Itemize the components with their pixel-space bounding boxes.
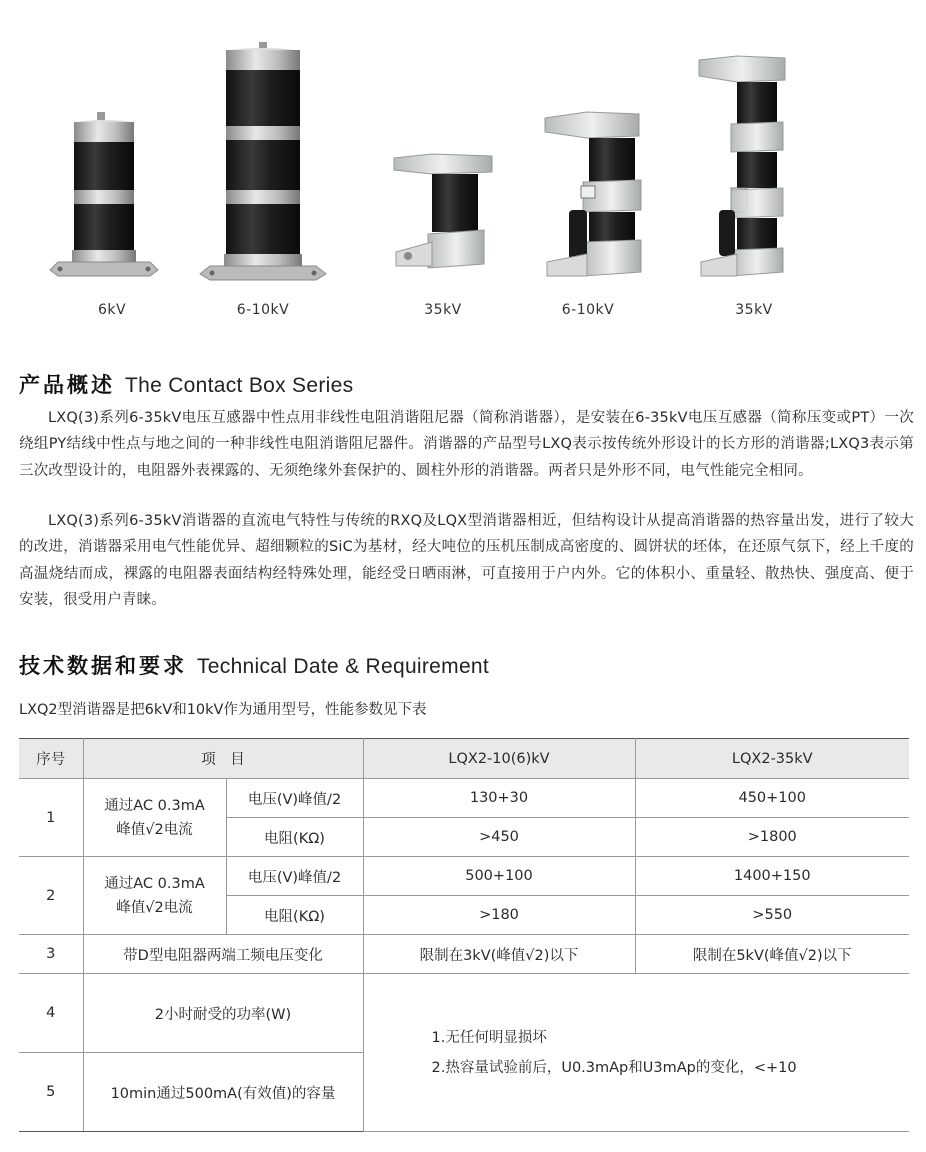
row-value-1: 130+30 [363, 779, 635, 818]
tech-title-en: Technical Date & Requirement [197, 655, 490, 678]
product-label-5: 35kV [735, 302, 773, 318]
product-label-2: 6-10kV [236, 302, 290, 318]
row-value-2: 1400+150 [635, 857, 909, 896]
product-label-3: 35kV [424, 302, 462, 318]
row-param: 电压(V)峰值/2 [226, 779, 363, 818]
product-label-4: 6-10kV [561, 302, 615, 318]
tech-heading [19, 650, 489, 680]
table-intro-note: LXQ2型消谐器是把6kV和10kV作为通用型号，性能参数见下表 [19, 702, 427, 718]
row-value-1: 500+100 [363, 857, 635, 896]
row-value-1: >450 [363, 818, 635, 857]
row-param: 电阻(KΩ) [226, 896, 363, 935]
group-line-1: 通过AC 0.3mA [104, 797, 205, 814]
table-header-row [19, 739, 909, 779]
header-col1: LQX2-10(6)kV [363, 739, 635, 779]
row-value-2: 限制在5kV(峰值√2)以下 [635, 935, 909, 974]
product-image-3 [392, 40, 496, 290]
overview-paragraph-1: LXQ(3)系列6-35kV电压互感器中性点用非线性电阻消谐阻尼器（简称消谐器），是安装在6-35kV电压互感器（简称压变或PT）一次绕组PY结线中性点与地之间的一种非线性电阻消谐阻尼器件。消谐器的产品型号LXQ表示按传统外形设计的长方形的消谐器;LXQ3表示第三次改型设计的，电阻器外表裸露的、无须绝缘外套保护的、圆柱外形的消谐器。两者只是外形不同，电气性能完全相同。 [19, 410, 914, 479]
header-col2: LQX2-35kV [635, 739, 909, 779]
row-item: 2小时耐受的功率(W) [83, 974, 363, 1053]
merged-note-1: 1.无任何明显损坏 [431, 1029, 547, 1046]
product-image-4 [543, 40, 645, 290]
row-value-2: >1800 [635, 818, 909, 857]
product-image-5 [697, 40, 789, 290]
row-no: 3 [19, 935, 83, 974]
row-no: 4 [19, 974, 83, 1053]
overview-heading [19, 369, 353, 399]
overview-title-cn: 产品概述 [19, 373, 115, 397]
table-row [19, 935, 909, 974]
spec-table [19, 738, 909, 1132]
row-group-label [83, 857, 226, 935]
header-no: 序号 [19, 739, 83, 779]
row-value-1: 限制在3kV(峰值√2)以下 [363, 935, 635, 974]
row-param: 电阻(KΩ) [226, 818, 363, 857]
table-row [19, 779, 909, 818]
table-row [19, 857, 909, 896]
row-value-1: >180 [363, 896, 635, 935]
overview-title-en: The Contact Box Series [125, 374, 354, 397]
row-no: 2 [19, 857, 83, 935]
merged-note-2: 2.热容量试验前后，U0.3mAp和U3mAp的变化，<+10 [431, 1059, 797, 1076]
overview-paragraph-2: LXQ(3)系列6-35kV消谐器的直流电气特性与传统的RXQ及LQX型消谐器相近，但结构设计从提高消谐器的热容量出发，进行了较大的改进，消谐器采用电气性能优异、超细颗粒的SiC为基材，经大吨位的压机压制成高密度的、圆饼状的坯体，在还原气氛下，经上千度的高温烧结而成，裸露的电阻器表面结构经特殊处理，能经受日晒雨淋，可直接用于户内外。它的体积小、重量轻、散热快、强度高、便于安装，很受用户青睐。 [19, 513, 914, 608]
product-gallery [0, 0, 926, 330]
tech-title-cn: 技术数据和要求 [19, 654, 187, 678]
header-item: 项 目 [83, 739, 363, 779]
row-item: 10min通过500mA(有效值)的容量 [83, 1053, 363, 1132]
product-label-1: 6kV [97, 302, 127, 318]
merged-notes-cell [363, 974, 909, 1132]
row-value-2: >550 [635, 896, 909, 935]
row-param: 电压(V)峰值/2 [226, 857, 363, 896]
row-item: 带D型电阻器两端工频电压变化 [83, 935, 363, 974]
row-no: 5 [19, 1053, 83, 1132]
table-row [19, 974, 909, 1053]
product-image-2 [198, 40, 328, 290]
product-image-1 [48, 40, 160, 290]
group-line-2: 峰值√2电流 [116, 821, 193, 838]
group-line-1: 通过AC 0.3mA [104, 875, 205, 892]
row-value-2: 450+100 [635, 779, 909, 818]
row-no: 1 [19, 779, 83, 857]
row-group-label [83, 779, 226, 857]
group-line-2: 峰值√2电流 [116, 899, 193, 916]
